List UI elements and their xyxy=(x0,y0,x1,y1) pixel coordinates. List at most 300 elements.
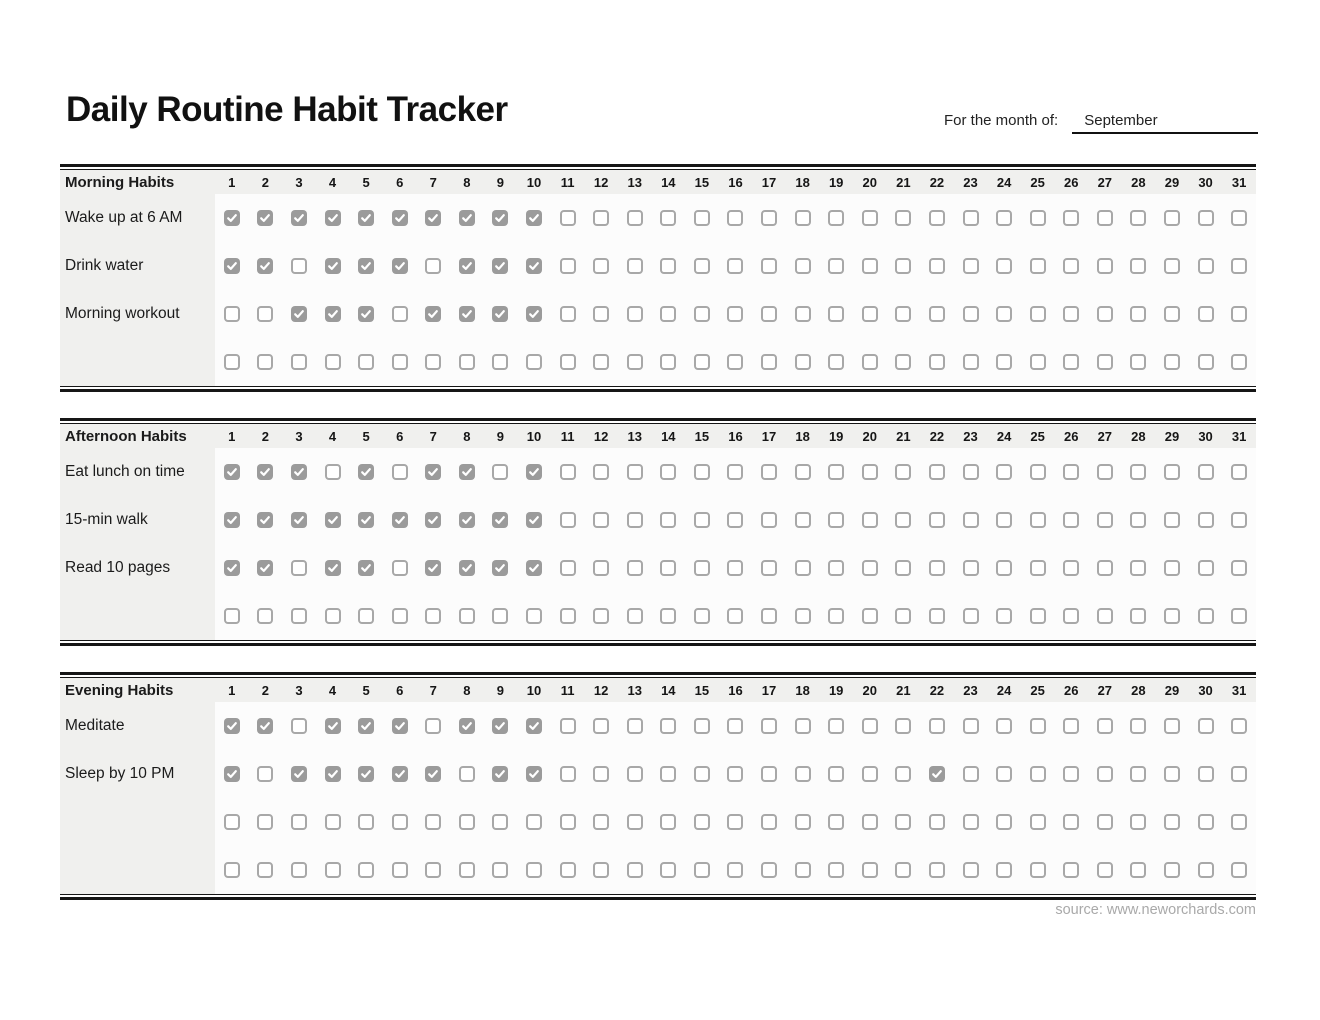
checkbox-checked[interactable] xyxy=(358,210,374,226)
checkbox-unchecked[interactable] xyxy=(862,814,878,830)
checkbox-unchecked[interactable] xyxy=(560,814,576,830)
checkbox-unchecked[interactable] xyxy=(694,560,710,576)
checkbox-unchecked[interactable] xyxy=(660,512,676,528)
checkbox-unchecked[interactable] xyxy=(1130,464,1146,480)
checkbox-unchecked[interactable] xyxy=(1130,354,1146,370)
checkbox-checked[interactable] xyxy=(459,306,475,322)
checkbox-unchecked[interactable] xyxy=(392,862,408,878)
checkbox-checked[interactable] xyxy=(929,766,945,782)
checkbox-unchecked[interactable] xyxy=(862,862,878,878)
checkbox-unchecked[interactable] xyxy=(828,560,844,576)
checkbox-unchecked[interactable] xyxy=(1130,560,1146,576)
checkbox-checked[interactable] xyxy=(526,766,542,782)
checkbox-unchecked[interactable] xyxy=(560,862,576,878)
checkbox-unchecked[interactable] xyxy=(627,718,643,734)
checkbox-unchecked[interactable] xyxy=(1164,464,1180,480)
checkbox-unchecked[interactable] xyxy=(996,862,1012,878)
checkbox-unchecked[interactable] xyxy=(358,608,374,624)
checkbox-unchecked[interactable] xyxy=(593,354,609,370)
checkbox-unchecked[interactable] xyxy=(694,862,710,878)
checkbox-unchecked[interactable] xyxy=(627,608,643,624)
checkbox-unchecked[interactable] xyxy=(560,560,576,576)
checkbox-checked[interactable] xyxy=(224,560,240,576)
checkbox-unchecked[interactable] xyxy=(526,354,542,370)
checkbox-unchecked[interactable] xyxy=(392,560,408,576)
checkbox-unchecked[interactable] xyxy=(727,258,743,274)
checkbox-unchecked[interactable] xyxy=(1198,210,1214,226)
checkbox-unchecked[interactable] xyxy=(795,718,811,734)
checkbox-unchecked[interactable] xyxy=(1198,512,1214,528)
checkbox-unchecked[interactable] xyxy=(761,814,777,830)
checkbox-unchecked[interactable] xyxy=(1030,512,1046,528)
checkbox-unchecked[interactable] xyxy=(492,464,508,480)
checkbox-unchecked[interactable] xyxy=(895,766,911,782)
month-input[interactable]: September xyxy=(1072,112,1258,134)
checkbox-unchecked[interactable] xyxy=(694,608,710,624)
checkbox-unchecked[interactable] xyxy=(996,560,1012,576)
checkbox-checked[interactable] xyxy=(425,766,441,782)
checkbox-unchecked[interactable] xyxy=(593,560,609,576)
checkbox-unchecked[interactable] xyxy=(1030,766,1046,782)
checkbox-unchecked[interactable] xyxy=(1063,862,1079,878)
checkbox-unchecked[interactable] xyxy=(828,862,844,878)
checkbox-unchecked[interactable] xyxy=(392,814,408,830)
checkbox-unchecked[interactable] xyxy=(1097,814,1113,830)
checkbox-unchecked[interactable] xyxy=(1231,814,1247,830)
checkbox-unchecked[interactable] xyxy=(727,512,743,528)
checkbox-unchecked[interactable] xyxy=(1231,210,1247,226)
checkbox-unchecked[interactable] xyxy=(795,862,811,878)
checkbox-unchecked[interactable] xyxy=(257,766,273,782)
checkbox-checked[interactable] xyxy=(526,560,542,576)
checkbox-unchecked[interactable] xyxy=(795,210,811,226)
checkbox-unchecked[interactable] xyxy=(1063,608,1079,624)
checkbox-unchecked[interactable] xyxy=(1030,814,1046,830)
checkbox-checked[interactable] xyxy=(459,560,475,576)
checkbox-unchecked[interactable] xyxy=(660,608,676,624)
checkbox-unchecked[interactable] xyxy=(795,560,811,576)
checkbox-unchecked[interactable] xyxy=(895,608,911,624)
checkbox-unchecked[interactable] xyxy=(963,306,979,322)
checkbox-unchecked[interactable] xyxy=(1198,354,1214,370)
checkbox-unchecked[interactable] xyxy=(1198,608,1214,624)
checkbox-unchecked[interactable] xyxy=(929,814,945,830)
checkbox-unchecked[interactable] xyxy=(694,766,710,782)
checkbox-unchecked[interactable] xyxy=(996,258,1012,274)
checkbox-unchecked[interactable] xyxy=(560,512,576,528)
checkbox-unchecked[interactable] xyxy=(895,862,911,878)
checkbox-unchecked[interactable] xyxy=(358,862,374,878)
checkbox-checked[interactable] xyxy=(492,258,508,274)
checkbox-unchecked[interactable] xyxy=(492,354,508,370)
checkbox-unchecked[interactable] xyxy=(425,862,441,878)
checkbox-unchecked[interactable] xyxy=(895,560,911,576)
checkbox-unchecked[interactable] xyxy=(593,814,609,830)
checkbox-unchecked[interactable] xyxy=(727,608,743,624)
checkbox-unchecked[interactable] xyxy=(660,306,676,322)
checkbox-unchecked[interactable] xyxy=(1063,306,1079,322)
checkbox-unchecked[interactable] xyxy=(963,718,979,734)
checkbox-unchecked[interactable] xyxy=(291,608,307,624)
checkbox-unchecked[interactable] xyxy=(761,560,777,576)
checkbox-unchecked[interactable] xyxy=(1063,512,1079,528)
checkbox-unchecked[interactable] xyxy=(1164,512,1180,528)
checkbox-unchecked[interactable] xyxy=(1164,814,1180,830)
checkbox-unchecked[interactable] xyxy=(291,560,307,576)
checkbox-unchecked[interactable] xyxy=(929,354,945,370)
checkbox-checked[interactable] xyxy=(425,512,441,528)
checkbox-unchecked[interactable] xyxy=(560,766,576,782)
checkbox-unchecked[interactable] xyxy=(1030,718,1046,734)
checkbox-unchecked[interactable] xyxy=(862,464,878,480)
checkbox-unchecked[interactable] xyxy=(224,354,240,370)
checkbox-unchecked[interactable] xyxy=(727,354,743,370)
checkbox-unchecked[interactable] xyxy=(224,306,240,322)
checkbox-checked[interactable] xyxy=(257,210,273,226)
checkbox-unchecked[interactable] xyxy=(291,862,307,878)
checkbox-unchecked[interactable] xyxy=(1130,512,1146,528)
checkbox-unchecked[interactable] xyxy=(257,354,273,370)
checkbox-unchecked[interactable] xyxy=(1164,608,1180,624)
checkbox-unchecked[interactable] xyxy=(727,560,743,576)
checkbox-unchecked[interactable] xyxy=(1097,306,1113,322)
checkbox-unchecked[interactable] xyxy=(694,354,710,370)
checkbox-unchecked[interactable] xyxy=(761,258,777,274)
checkbox-unchecked[interactable] xyxy=(660,718,676,734)
checkbox-unchecked[interactable] xyxy=(694,258,710,274)
checkbox-unchecked[interactable] xyxy=(627,560,643,576)
checkbox-unchecked[interactable] xyxy=(996,306,1012,322)
checkbox-checked[interactable] xyxy=(459,258,475,274)
checkbox-unchecked[interactable] xyxy=(1164,210,1180,226)
checkbox-unchecked[interactable] xyxy=(929,512,945,528)
checkbox-unchecked[interactable] xyxy=(1030,464,1046,480)
checkbox-checked[interactable] xyxy=(459,464,475,480)
checkbox-unchecked[interactable] xyxy=(459,766,475,782)
checkbox-unchecked[interactable] xyxy=(459,608,475,624)
checkbox-unchecked[interactable] xyxy=(1030,608,1046,624)
checkbox-unchecked[interactable] xyxy=(694,814,710,830)
checkbox-unchecked[interactable] xyxy=(828,608,844,624)
checkbox-unchecked[interactable] xyxy=(963,512,979,528)
checkbox-checked[interactable] xyxy=(492,560,508,576)
checkbox-unchecked[interactable] xyxy=(358,354,374,370)
checkbox-unchecked[interactable] xyxy=(425,608,441,624)
checkbox-unchecked[interactable] xyxy=(1231,258,1247,274)
checkbox-unchecked[interactable] xyxy=(593,464,609,480)
checkbox-unchecked[interactable] xyxy=(660,464,676,480)
checkbox-unchecked[interactable] xyxy=(1198,718,1214,734)
checkbox-unchecked[interactable] xyxy=(727,814,743,830)
checkbox-unchecked[interactable] xyxy=(560,718,576,734)
checkbox-unchecked[interactable] xyxy=(593,718,609,734)
checkbox-unchecked[interactable] xyxy=(761,210,777,226)
checkbox-unchecked[interactable] xyxy=(694,210,710,226)
checkbox-unchecked[interactable] xyxy=(1198,560,1214,576)
checkbox-unchecked[interactable] xyxy=(828,512,844,528)
checkbox-unchecked[interactable] xyxy=(358,814,374,830)
checkbox-unchecked[interactable] xyxy=(1164,354,1180,370)
checkbox-unchecked[interactable] xyxy=(1097,560,1113,576)
checkbox-unchecked[interactable] xyxy=(862,512,878,528)
checkbox-checked[interactable] xyxy=(526,464,542,480)
checkbox-checked[interactable] xyxy=(392,512,408,528)
checkbox-unchecked[interactable] xyxy=(996,512,1012,528)
checkbox-unchecked[interactable] xyxy=(660,258,676,274)
checkbox-unchecked[interactable] xyxy=(929,718,945,734)
checkbox-checked[interactable] xyxy=(325,718,341,734)
checkbox-unchecked[interactable] xyxy=(660,814,676,830)
checkbox-unchecked[interactable] xyxy=(593,608,609,624)
checkbox-checked[interactable] xyxy=(526,718,542,734)
checkbox-checked[interactable] xyxy=(358,258,374,274)
checkbox-unchecked[interactable] xyxy=(929,560,945,576)
checkbox-checked[interactable] xyxy=(224,210,240,226)
checkbox-unchecked[interactable] xyxy=(392,354,408,370)
checkbox-unchecked[interactable] xyxy=(862,766,878,782)
checkbox-unchecked[interactable] xyxy=(963,766,979,782)
checkbox-unchecked[interactable] xyxy=(727,862,743,878)
checkbox-unchecked[interactable] xyxy=(492,862,508,878)
checkbox-unchecked[interactable] xyxy=(761,306,777,322)
checkbox-checked[interactable] xyxy=(425,306,441,322)
checkbox-checked[interactable] xyxy=(358,464,374,480)
checkbox-unchecked[interactable] xyxy=(392,306,408,322)
checkbox-unchecked[interactable] xyxy=(1164,718,1180,734)
checkbox-unchecked[interactable] xyxy=(1130,862,1146,878)
checkbox-unchecked[interactable] xyxy=(1130,814,1146,830)
checkbox-unchecked[interactable] xyxy=(627,258,643,274)
checkbox-unchecked[interactable] xyxy=(1130,258,1146,274)
checkbox-unchecked[interactable] xyxy=(963,210,979,226)
checkbox-unchecked[interactable] xyxy=(459,354,475,370)
checkbox-unchecked[interactable] xyxy=(224,862,240,878)
checkbox-unchecked[interactable] xyxy=(895,354,911,370)
checkbox-unchecked[interactable] xyxy=(929,258,945,274)
checkbox-unchecked[interactable] xyxy=(963,464,979,480)
checkbox-unchecked[interactable] xyxy=(1231,718,1247,734)
checkbox-unchecked[interactable] xyxy=(1164,258,1180,274)
checkbox-unchecked[interactable] xyxy=(862,354,878,370)
checkbox-unchecked[interactable] xyxy=(1063,354,1079,370)
checkbox-unchecked[interactable] xyxy=(291,814,307,830)
checkbox-unchecked[interactable] xyxy=(862,210,878,226)
checkbox-unchecked[interactable] xyxy=(425,718,441,734)
checkbox-checked[interactable] xyxy=(325,766,341,782)
checkbox-unchecked[interactable] xyxy=(325,862,341,878)
checkbox-unchecked[interactable] xyxy=(627,354,643,370)
checkbox-unchecked[interactable] xyxy=(325,608,341,624)
checkbox-unchecked[interactable] xyxy=(895,210,911,226)
checkbox-unchecked[interactable] xyxy=(560,354,576,370)
checkbox-unchecked[interactable] xyxy=(660,862,676,878)
checkbox-unchecked[interactable] xyxy=(929,464,945,480)
checkbox-unchecked[interactable] xyxy=(1198,814,1214,830)
checkbox-unchecked[interactable] xyxy=(560,608,576,624)
checkbox-unchecked[interactable] xyxy=(224,814,240,830)
checkbox-checked[interactable] xyxy=(325,210,341,226)
checkbox-unchecked[interactable] xyxy=(727,464,743,480)
checkbox-checked[interactable] xyxy=(257,464,273,480)
checkbox-unchecked[interactable] xyxy=(1097,354,1113,370)
checkbox-unchecked[interactable] xyxy=(257,608,273,624)
checkbox-unchecked[interactable] xyxy=(1164,862,1180,878)
checkbox-unchecked[interactable] xyxy=(257,814,273,830)
checkbox-unchecked[interactable] xyxy=(526,608,542,624)
checkbox-unchecked[interactable] xyxy=(560,210,576,226)
checkbox-checked[interactable] xyxy=(492,766,508,782)
checkbox-unchecked[interactable] xyxy=(895,814,911,830)
checkbox-checked[interactable] xyxy=(492,306,508,322)
checkbox-checked[interactable] xyxy=(257,560,273,576)
checkbox-unchecked[interactable] xyxy=(425,258,441,274)
checkbox-unchecked[interactable] xyxy=(1063,210,1079,226)
checkbox-unchecked[interactable] xyxy=(1097,512,1113,528)
checkbox-checked[interactable] xyxy=(291,306,307,322)
checkbox-unchecked[interactable] xyxy=(929,608,945,624)
checkbox-unchecked[interactable] xyxy=(795,766,811,782)
checkbox-unchecked[interactable] xyxy=(593,512,609,528)
checkbox-unchecked[interactable] xyxy=(560,464,576,480)
checkbox-unchecked[interactable] xyxy=(963,258,979,274)
checkbox-unchecked[interactable] xyxy=(560,306,576,322)
checkbox-unchecked[interactable] xyxy=(1063,718,1079,734)
checkbox-unchecked[interactable] xyxy=(392,464,408,480)
checkbox-unchecked[interactable] xyxy=(761,512,777,528)
checkbox-checked[interactable] xyxy=(526,210,542,226)
checkbox-unchecked[interactable] xyxy=(1030,210,1046,226)
checkbox-unchecked[interactable] xyxy=(828,766,844,782)
checkbox-unchecked[interactable] xyxy=(1130,718,1146,734)
checkbox-unchecked[interactable] xyxy=(895,718,911,734)
checkbox-unchecked[interactable] xyxy=(862,560,878,576)
checkbox-unchecked[interactable] xyxy=(627,306,643,322)
checkbox-checked[interactable] xyxy=(224,512,240,528)
checkbox-unchecked[interactable] xyxy=(1063,560,1079,576)
checkbox-unchecked[interactable] xyxy=(828,718,844,734)
checkbox-unchecked[interactable] xyxy=(963,560,979,576)
checkbox-checked[interactable] xyxy=(526,512,542,528)
checkbox-checked[interactable] xyxy=(325,258,341,274)
checkbox-unchecked[interactable] xyxy=(996,608,1012,624)
checkbox-unchecked[interactable] xyxy=(963,354,979,370)
checkbox-unchecked[interactable] xyxy=(1231,354,1247,370)
checkbox-checked[interactable] xyxy=(257,258,273,274)
checkbox-unchecked[interactable] xyxy=(795,464,811,480)
checkbox-unchecked[interactable] xyxy=(291,354,307,370)
checkbox-checked[interactable] xyxy=(291,464,307,480)
checkbox-unchecked[interactable] xyxy=(828,354,844,370)
checkbox-unchecked[interactable] xyxy=(996,354,1012,370)
checkbox-unchecked[interactable] xyxy=(828,210,844,226)
checkbox-checked[interactable] xyxy=(392,766,408,782)
checkbox-unchecked[interactable] xyxy=(1130,306,1146,322)
checkbox-checked[interactable] xyxy=(224,766,240,782)
checkbox-unchecked[interactable] xyxy=(1231,608,1247,624)
checkbox-unchecked[interactable] xyxy=(593,210,609,226)
checkbox-unchecked[interactable] xyxy=(1097,210,1113,226)
checkbox-unchecked[interactable] xyxy=(828,464,844,480)
checkbox-unchecked[interactable] xyxy=(727,766,743,782)
checkbox-checked[interactable] xyxy=(291,210,307,226)
checkbox-checked[interactable] xyxy=(224,718,240,734)
checkbox-unchecked[interactable] xyxy=(459,862,475,878)
checkbox-unchecked[interactable] xyxy=(1231,560,1247,576)
checkbox-unchecked[interactable] xyxy=(291,258,307,274)
checkbox-checked[interactable] xyxy=(425,464,441,480)
checkbox-unchecked[interactable] xyxy=(593,766,609,782)
checkbox-unchecked[interactable] xyxy=(963,862,979,878)
checkbox-unchecked[interactable] xyxy=(862,306,878,322)
checkbox-unchecked[interactable] xyxy=(392,608,408,624)
checkbox-unchecked[interactable] xyxy=(795,306,811,322)
checkbox-unchecked[interactable] xyxy=(593,306,609,322)
checkbox-unchecked[interactable] xyxy=(224,608,240,624)
checkbox-unchecked[interactable] xyxy=(895,306,911,322)
checkbox-checked[interactable] xyxy=(325,512,341,528)
checkbox-unchecked[interactable] xyxy=(1198,862,1214,878)
checkbox-unchecked[interactable] xyxy=(795,814,811,830)
checkbox-checked[interactable] xyxy=(459,718,475,734)
checkbox-unchecked[interactable] xyxy=(761,354,777,370)
checkbox-unchecked[interactable] xyxy=(492,814,508,830)
checkbox-unchecked[interactable] xyxy=(257,306,273,322)
checkbox-unchecked[interactable] xyxy=(1231,512,1247,528)
checkbox-unchecked[interactable] xyxy=(1097,464,1113,480)
checkbox-unchecked[interactable] xyxy=(593,862,609,878)
checkbox-unchecked[interactable] xyxy=(761,718,777,734)
checkbox-unchecked[interactable] xyxy=(761,464,777,480)
checkbox-unchecked[interactable] xyxy=(862,608,878,624)
checkbox-checked[interactable] xyxy=(392,258,408,274)
checkbox-checked[interactable] xyxy=(358,306,374,322)
checkbox-unchecked[interactable] xyxy=(1130,210,1146,226)
checkbox-unchecked[interactable] xyxy=(761,862,777,878)
checkbox-unchecked[interactable] xyxy=(1164,766,1180,782)
checkbox-unchecked[interactable] xyxy=(996,814,1012,830)
checkbox-unchecked[interactable] xyxy=(694,512,710,528)
checkbox-unchecked[interactable] xyxy=(425,814,441,830)
checkbox-unchecked[interactable] xyxy=(1231,862,1247,878)
checkbox-checked[interactable] xyxy=(224,258,240,274)
checkbox-unchecked[interactable] xyxy=(1030,560,1046,576)
checkbox-checked[interactable] xyxy=(358,512,374,528)
checkbox-unchecked[interactable] xyxy=(895,258,911,274)
checkbox-unchecked[interactable] xyxy=(929,210,945,226)
checkbox-unchecked[interactable] xyxy=(727,718,743,734)
checkbox-unchecked[interactable] xyxy=(627,210,643,226)
checkbox-unchecked[interactable] xyxy=(1097,766,1113,782)
checkbox-unchecked[interactable] xyxy=(325,354,341,370)
checkbox-unchecked[interactable] xyxy=(895,512,911,528)
checkbox-unchecked[interactable] xyxy=(929,306,945,322)
checkbox-unchecked[interactable] xyxy=(1198,464,1214,480)
checkbox-checked[interactable] xyxy=(291,766,307,782)
checkbox-unchecked[interactable] xyxy=(895,464,911,480)
checkbox-checked[interactable] xyxy=(526,306,542,322)
checkbox-unchecked[interactable] xyxy=(996,718,1012,734)
checkbox-unchecked[interactable] xyxy=(1198,306,1214,322)
checkbox-unchecked[interactable] xyxy=(627,464,643,480)
checkbox-unchecked[interactable] xyxy=(1097,862,1113,878)
checkbox-unchecked[interactable] xyxy=(526,862,542,878)
checkbox-checked[interactable] xyxy=(257,718,273,734)
checkbox-checked[interactable] xyxy=(325,560,341,576)
checkbox-unchecked[interactable] xyxy=(761,608,777,624)
checkbox-checked[interactable] xyxy=(392,210,408,226)
checkbox-unchecked[interactable] xyxy=(828,258,844,274)
checkbox-unchecked[interactable] xyxy=(325,814,341,830)
